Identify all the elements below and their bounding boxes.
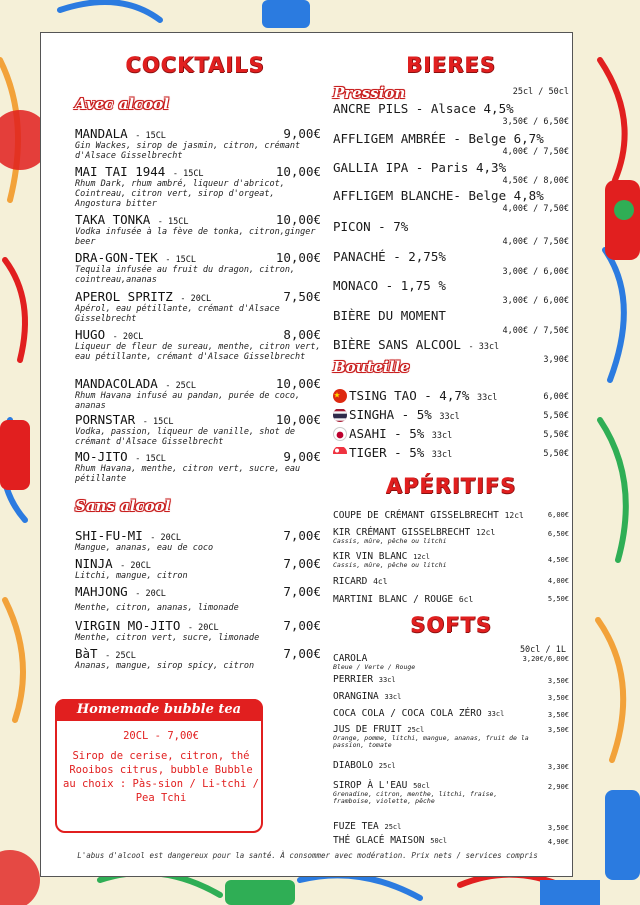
aperitif-price: 5,50€	[547, 595, 569, 603]
bouteille-title: Bouteille	[333, 358, 410, 376]
cocktail-name: MO-JITO	[75, 449, 128, 464]
pression-item	[333, 188, 569, 214]
aperitif-item	[333, 594, 569, 605]
pression-item	[333, 160, 569, 186]
soft-item	[333, 674, 569, 685]
soft-item	[333, 821, 569, 832]
beer-name: PANACHÉ - 2,75%	[333, 249, 446, 264]
singapore-flag-icon	[333, 446, 347, 460]
soft-item	[333, 724, 569, 749]
soft-price: 3,50€	[547, 824, 569, 832]
pression-item	[333, 131, 569, 157]
cocktail-price: 8,00€	[283, 327, 321, 342]
mocktail-price: 7,00€	[283, 618, 321, 633]
cocktail-item	[75, 164, 321, 209]
beer-price: 5,50€	[543, 411, 569, 421]
soft-desc: Grenadine, citron, menthe, litchi, fraise, framboise, violette, pêche	[333, 790, 498, 805]
cocktail-name: PORNSTAR	[75, 412, 136, 427]
mocktail-size: - 20CL	[120, 561, 151, 571]
beer-name: AFFLIGEM BLANCHE- Belge 4,8%	[333, 188, 544, 203]
bubble-tea-title: Homemade bubble tea	[55, 699, 263, 721]
soft-size: 33cl	[487, 710, 505, 718]
pression-item	[333, 249, 569, 277]
soft-size: 50cl	[430, 837, 448, 845]
soft-name: ORANGINA	[333, 691, 379, 702]
aperitif-size: 4cl	[373, 577, 388, 586]
cocktail-size: - 15CL	[157, 217, 189, 227]
cocktail-price: 9,00€	[283, 126, 321, 141]
cocktail-size: - 20CL	[112, 332, 144, 342]
soft-price: 3,30€	[547, 763, 569, 771]
cocktail-desc: Rhum Havana, menthe, citron vert, sucre, eau pétillante	[75, 464, 301, 484]
cocktail-price: 10,00€	[275, 250, 321, 265]
cocktail-name: MANDACOLADA	[75, 376, 158, 391]
beer-price: 4,50€ / 8,00€	[502, 176, 569, 186]
cocktail-desc: Vodka, passion, liqueur de vanille, shot de crémant d'Alsace Gisselbrecht	[75, 427, 296, 447]
cocktail-item	[75, 412, 321, 447]
cocktail-name: MANDALA	[75, 126, 128, 141]
pression-item	[333, 337, 569, 365]
bubble-tea-desc: Sirop de cerise, citron, thé Rooibos citrus, bubble Bubble au choix : Pàs-sion / Li-tchi / Pea Tchi	[63, 750, 259, 804]
cocktail-price: 10,00€	[275, 212, 321, 227]
aperitif-item	[333, 551, 569, 569]
pression-item	[333, 278, 569, 306]
cocktail-item	[75, 212, 321, 247]
mocktail-item	[75, 584, 321, 613]
soft-desc: Bleue / Verte / Rouge	[333, 663, 416, 671]
mocktail-item	[75, 556, 321, 581]
mocktail-item	[75, 618, 321, 643]
cocktail-size: - 15CL	[142, 417, 174, 427]
soft-name: FUZE TEA	[333, 821, 379, 832]
cocktail-desc: Vodka infusée à la fève de tonka, citron,ginger beer	[75, 227, 316, 247]
mocktail-item	[75, 528, 321, 553]
soft-size: 33cl	[378, 676, 396, 684]
cocktail-size: - 15CL	[135, 454, 166, 464]
beer-name: TIGER - 5%	[349, 445, 425, 460]
sans-alcool-title: Sans alcool	[75, 497, 171, 515]
mocktail-size: - 20CL	[135, 589, 166, 599]
aperitif-item	[333, 527, 569, 545]
china-flag-icon	[333, 389, 347, 403]
bubble-tea-price: 20CL - 7,00€	[123, 730, 199, 742]
pression-header	[333, 83, 569, 102]
beer-price: 3,90€	[543, 355, 569, 365]
softs-sizes-header: 50cl / 1L	[519, 645, 566, 655]
beer-size: 33cl	[431, 450, 453, 460]
aperitif-item	[333, 576, 569, 587]
beer-price: 6,00€	[543, 392, 569, 402]
beer-price: 3,00€ / 6,00€	[502, 267, 569, 277]
beer-name: AFFLIGEM AMBRÉE - Belge 6,7%	[333, 131, 544, 146]
pression-item	[333, 219, 569, 247]
mocktail-desc: Mangue, ananas, eau de coco	[75, 543, 214, 553]
mocktail-name: NINJA	[75, 556, 113, 571]
soft-item	[333, 653, 569, 671]
soft-desc: Orange, pomme, litchi, mangue, ananas, fruit de la passion, tomate	[333, 734, 529, 749]
soft-size: 25cl	[407, 726, 425, 734]
aperitif-price: 4,50€	[547, 556, 569, 564]
beer-name: ANCRE PILS - Alsace 4,5%	[333, 101, 514, 116]
soft-price: 3,50€	[547, 711, 569, 719]
cocktail-desc: Tequila infusée au fruit du dragon, citron, cointreau,ananas	[75, 265, 296, 285]
aperitif-name: KIR VIN BLANC	[333, 551, 408, 562]
bieres-title: BIERES	[406, 53, 496, 77]
mocktail-price: 7,00€	[283, 528, 321, 543]
beer-name: BIÈRE DU MOMENT	[333, 308, 446, 323]
cocktail-name: HUGO	[75, 327, 106, 342]
cocktail-item	[75, 327, 321, 362]
soft-price: 2,90€	[547, 783, 569, 791]
cocktail-price: 10,00€	[275, 164, 321, 179]
cocktail-desc: Liqueur de fleur de sureau, menthe, citron vert, eau pétillante, crémant d'Alsace Gisselbrecht	[75, 342, 321, 362]
soft-item	[333, 780, 569, 805]
aperitif-name: MARTINI BLANC / ROUGE	[333, 594, 454, 605]
beer-name: SINGHA - 5%	[349, 407, 432, 422]
aperitif-desc: Cassis, mûre, pêche ou litchi	[333, 561, 447, 569]
softs-title: SOFTS	[410, 613, 492, 637]
cocktail-desc: Apérol, eau pétillante, crémant d'Alsace Gisselbrecht	[75, 304, 280, 324]
soft-name: COCA COLA / COCA COLA ZÉRO	[333, 708, 482, 719]
cocktail-size: - 25CL	[165, 381, 197, 391]
pression-title: Pression	[333, 84, 406, 102]
soft-item	[333, 708, 569, 719]
beer-size: 33cl	[476, 393, 498, 403]
mocktail-desc: Menthe, citron, ananas, limonade	[75, 603, 239, 613]
aperitif-price: 6,50€	[547, 530, 569, 538]
soft-item	[333, 835, 569, 846]
bottle-item	[333, 388, 569, 403]
beer-size: 33cl	[439, 412, 460, 422]
footer-disclaimer: L'abus d'alcool est dangereux pour la santé. À consommer avec modération. Prix nets / services compris	[77, 851, 538, 860]
aperitif-name: COUPE DE CRÉMANT GISSELBRECHT	[333, 510, 499, 521]
aperitif-size: 12cl	[504, 511, 524, 520]
aperitif-name: KIR CRÉMANT GISSELBRECHT	[333, 527, 471, 538]
japan-flag-icon	[333, 427, 347, 441]
beer-name: TSING TAO - 4,7%	[349, 388, 470, 403]
cocktail-item	[75, 126, 321, 161]
cocktail-price: 7,50€	[283, 289, 321, 304]
cocktail-name: APEROL SPRITZ	[75, 289, 173, 304]
cocktail-desc: Rhum Havana infusé au pandan, purée de coco, ananas	[75, 391, 301, 411]
mocktail-desc: Menthe, citron vert, sucre, limonade	[75, 633, 260, 643]
mocktail-size: - 20CL	[187, 623, 219, 633]
soft-name: JUS DE FRUIT	[333, 724, 402, 735]
bubble-tea-box	[55, 699, 263, 833]
cocktail-name: TAKA TONKA	[75, 212, 151, 227]
aperitif-price: 6,00€	[547, 511, 569, 519]
aperitif-size: 12cl	[413, 553, 430, 561]
soft-name: THÉ GLACÉ MAISON	[333, 835, 425, 846]
beer-name: PICON - 7%	[333, 219, 409, 234]
cocktail-item	[75, 250, 321, 285]
cocktail-desc: Gin Wackes, sirop de jasmin, citron, crémant d'Alsace Gisselbrecht	[75, 141, 301, 161]
beer-size: - 33cl	[468, 342, 500, 352]
mocktail-size: - 25CL	[105, 651, 136, 661]
soft-price: 3,50€	[547, 726, 569, 734]
beer-price: 4,00€ / 7,50€	[502, 204, 569, 214]
soft-item	[333, 760, 569, 771]
soft-item	[333, 691, 569, 702]
aperitif-size: 12cl	[476, 528, 496, 537]
cocktail-desc: Rhum Dark, rhum ambré, liqueur d'abricot, Cointreau, citron vert, sirop d'orgeat, Angostura bitter	[75, 179, 285, 209]
aperitif-price: 4,00€	[547, 577, 569, 585]
soft-name: PERRIER	[333, 674, 374, 685]
cocktails-title: COCKTAILS	[125, 53, 265, 77]
pression-item	[333, 308, 569, 336]
beer-name: BIÈRE SANS ALCOOL	[333, 337, 461, 352]
mocktail-desc: Litchi, mangue, citron	[75, 571, 188, 581]
cocktail-size: - 15CL	[165, 255, 197, 265]
mocktail-name: MAHJONG	[75, 584, 128, 599]
mocktail-name: BàT	[75, 646, 98, 661]
cocktail-price: 10,00€	[275, 412, 321, 427]
cocktail-name: MAI TAI 1944	[75, 164, 166, 179]
mocktail-name: SHI-FU-MI	[75, 528, 143, 543]
mocktail-name: VIRGIN MO-JITO	[75, 618, 181, 633]
soft-price: 3,50€	[547, 694, 569, 702]
bottle-item	[333, 407, 569, 422]
menu-card	[40, 32, 573, 877]
mocktail-size: - 20CL	[150, 533, 181, 543]
soft-price: 4,90€	[547, 838, 569, 846]
bottle-item	[333, 426, 569, 441]
beer-price: 4,00€ / 7,50€	[502, 237, 569, 247]
cocktail-size: - 20CL	[180, 294, 212, 304]
beer-price: 4,00€ / 7,50€	[502, 326, 569, 336]
aperitif-desc: Cassis, mûre, pêche ou litchi	[333, 537, 447, 545]
cocktail-size: - 15CL	[135, 131, 166, 141]
soft-price: 3,20€/6,00€	[522, 655, 569, 663]
avec-alcool-title: Avec alcool	[75, 95, 169, 113]
pression-sizes: 25cl / 50cl	[512, 87, 569, 97]
thailand-flag-icon	[333, 408, 347, 422]
cocktail-size: - 15CL	[172, 169, 204, 179]
cocktail-item	[75, 449, 321, 484]
mocktail-desc: Ananas, mangue, sirop spicy, citron	[75, 661, 255, 671]
soft-size: 25cl	[378, 762, 396, 770]
cocktail-item	[75, 289, 321, 324]
bottle-item	[333, 445, 569, 460]
soft-size: 33cl	[384, 693, 402, 701]
beer-price: 3,00€ / 6,00€	[502, 296, 569, 306]
mocktail-price: 7,00€	[283, 646, 321, 661]
soft-name: CAROLA	[333, 653, 368, 664]
soft-name: DIABOLO	[333, 760, 374, 771]
beer-size: 33cl	[431, 431, 453, 441]
cocktail-item	[75, 376, 321, 411]
cocktail-price: 9,00€	[283, 449, 321, 464]
cocktail-name: DRA-GON-TEK	[75, 250, 158, 265]
aperitif-item	[333, 510, 569, 521]
mocktail-item	[75, 646, 321, 671]
pression-item	[333, 101, 569, 127]
beer-price: 5,50€	[543, 449, 569, 459]
soft-price: 3,50€	[547, 677, 569, 685]
beer-name: ASAHI - 5%	[349, 426, 425, 441]
mocktail-price: 7,00€	[283, 556, 321, 571]
mocktail-price: 7,00€	[283, 584, 321, 599]
aperitifs-title: APÉRITIFS	[385, 474, 517, 498]
bubble-tea-body	[63, 729, 259, 805]
beer-name: GALLIA IPA - Paris 4,3%	[333, 160, 507, 175]
soft-size: 50cl	[413, 782, 430, 790]
beer-name: MONACO - 1,75 %	[333, 278, 446, 293]
soft-name: SIROP À L'EAU	[333, 780, 408, 791]
beer-price: 4,00€ / 7,50€	[502, 147, 569, 157]
beer-price: 3,50€ / 6,50€	[502, 117, 569, 127]
aperitif-size: 6cl	[458, 595, 474, 604]
cocktail-price: 10,00€	[275, 376, 321, 391]
soft-size: 25cl	[384, 823, 402, 831]
aperitif-name: RICARD	[333, 576, 368, 587]
beer-price: 5,50€	[543, 430, 569, 440]
